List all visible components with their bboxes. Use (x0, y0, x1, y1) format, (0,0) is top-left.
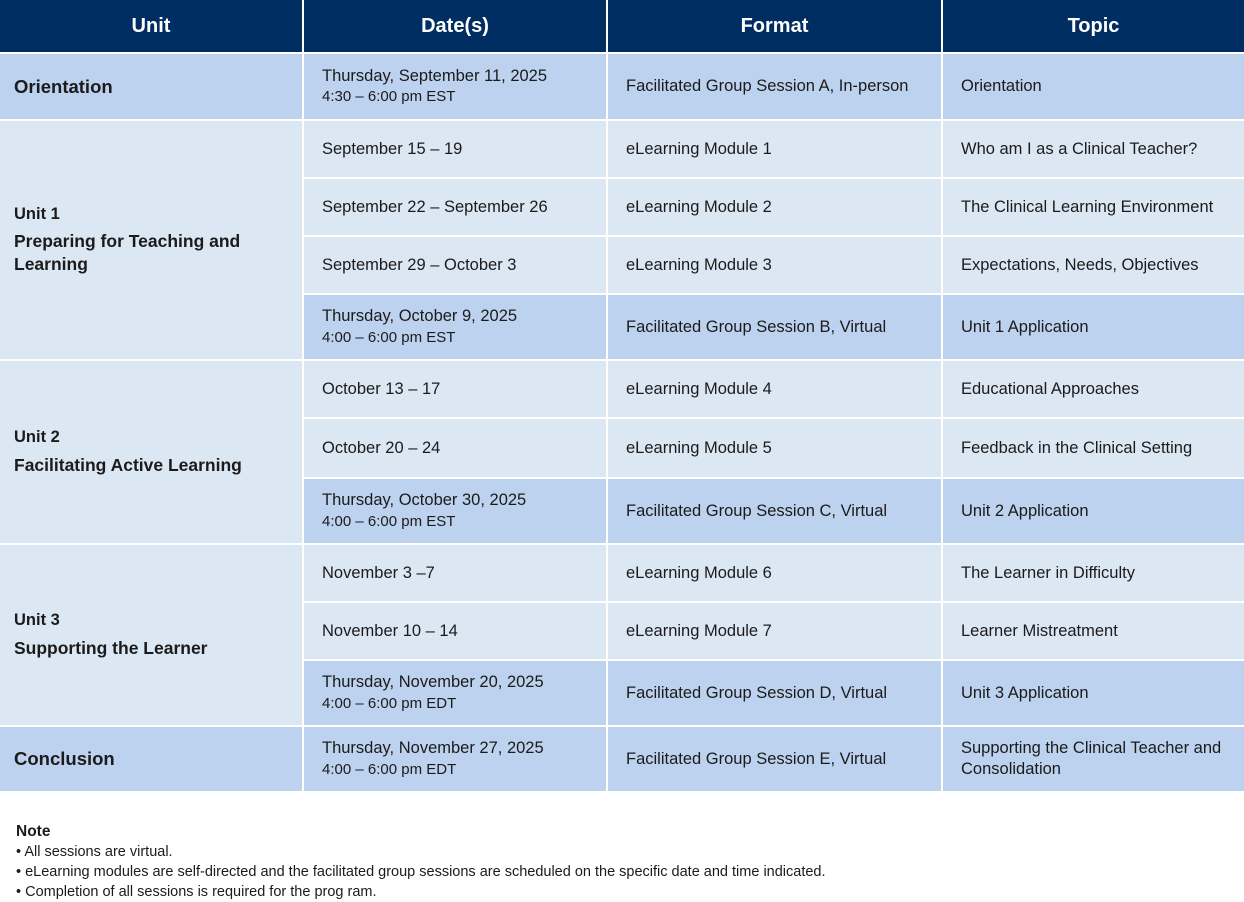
date-cell: November 3 –7 (302, 545, 606, 603)
date-cell: September 29 – October 3 (302, 237, 606, 295)
date-cell: October 20 – 24 (302, 419, 606, 479)
session-date: Thursday, September 11, 2025 (322, 66, 548, 85)
table-header-row (0, 0, 1244, 54)
topic-cell: Unit 1 Application (941, 295, 1244, 361)
topic-cell: The Clinical Learning Environment (941, 179, 1244, 237)
format-cell: eLearning Module 2 (606, 179, 941, 237)
topic-cell: Expectations, Needs, Objectives (941, 237, 1244, 295)
table-row (0, 545, 1244, 603)
format-cell: eLearning Module 1 (606, 121, 941, 179)
unit-conclusion: Conclusion (0, 727, 302, 793)
unit-1-cell (0, 121, 302, 361)
unit-orientation: Orientation (0, 54, 302, 121)
topic-cell: Unit 3 Application (941, 661, 1244, 727)
header-format: Format (606, 0, 941, 54)
date-cell (302, 661, 606, 727)
topic-cell: Learner Mistreatment (941, 603, 1244, 661)
format-cell: eLearning Module 4 (606, 361, 941, 419)
date-cell (302, 54, 606, 121)
unit-name: Supporting the Learner (14, 637, 208, 658)
unit-number: Unit 3 (14, 611, 60, 630)
topic-cell: Orientation (941, 54, 1244, 121)
session-time: 4:00 – 6:00 pm EST (322, 328, 456, 346)
header-unit: Unit (0, 0, 302, 54)
session-time: 4:00 – 6:00 pm EDT (322, 694, 457, 712)
header-dates: Date(s) (302, 0, 606, 54)
format-cell: eLearning Module 7 (606, 603, 941, 661)
session-time: 4:00 – 6:00 pm EST (322, 512, 456, 530)
table-row (0, 121, 1244, 179)
date-cell: October 13 – 17 (302, 361, 606, 419)
unit-2-cell (0, 361, 302, 545)
format-cell: eLearning Module 6 (606, 545, 941, 603)
format-cell: Facilitated Group Session A, In-person (606, 54, 941, 121)
header-topic: Topic (941, 0, 1244, 54)
session-time: 4:30 – 6:00 pm EST (322, 88, 456, 106)
topic-cell: Feedback in the Clinical Setting (941, 419, 1244, 479)
date-cell (302, 727, 606, 793)
note-line: • eLearning modules are self-directed and the facilitated group sessions are scheduled on the specific date and time indicated. (16, 862, 826, 882)
table-row-conclusion (0, 727, 1244, 793)
unit-number: Unit 1 (14, 204, 60, 223)
session-date: Thursday, November 20, 2025 (322, 673, 544, 692)
unit-name: Facilitating Active Learning (14, 454, 242, 475)
date-cell (302, 479, 606, 545)
format-cell: eLearning Module 5 (606, 419, 941, 479)
format-cell: Facilitated Group Session B, Virtual (606, 295, 941, 361)
date-cell: November 10 – 14 (302, 603, 606, 661)
note-line: • Completion of all sessions is required for the prog ram. (16, 882, 826, 902)
date-cell (302, 295, 606, 361)
session-date: Thursday, October 9, 2025 (322, 307, 518, 326)
table-row (0, 361, 1244, 419)
date-cell: September 15 – 19 (302, 121, 606, 179)
topic-cell: Supporting the Clinical Teacher and Consolidation (941, 727, 1244, 793)
session-date: Thursday, November 27, 2025 (322, 739, 544, 758)
topic-cell: Who am I as a Clinical Teacher? (941, 121, 1244, 179)
topic-cell: Educational Approaches (941, 361, 1244, 419)
session-time: 4:00 – 6:00 pm EDT (322, 760, 457, 778)
topic-cell: Unit 2 Application (941, 479, 1244, 545)
date-cell: September 22 – September 26 (302, 179, 606, 237)
note-line: • All sessions are virtual. (16, 842, 826, 862)
notes-section (16, 822, 826, 902)
table-row-orientation (0, 54, 1244, 121)
unit-3-cell (0, 545, 302, 727)
format-cell: Facilitated Group Session D, Virtual (606, 661, 941, 727)
format-cell: Facilitated Group Session E, Virtual (606, 727, 941, 793)
unit-number: Unit 2 (14, 428, 60, 447)
format-cell: Facilitated Group Session C, Virtual (606, 479, 941, 545)
unit-name: Preparing for Teaching and Learning (14, 231, 241, 275)
topic-cell: The Learner in Difficulty (941, 545, 1244, 603)
format-cell: eLearning Module 3 (606, 237, 941, 295)
session-date: Thursday, October 30, 2025 (322, 491, 527, 510)
notes-title: Note (16, 823, 51, 840)
